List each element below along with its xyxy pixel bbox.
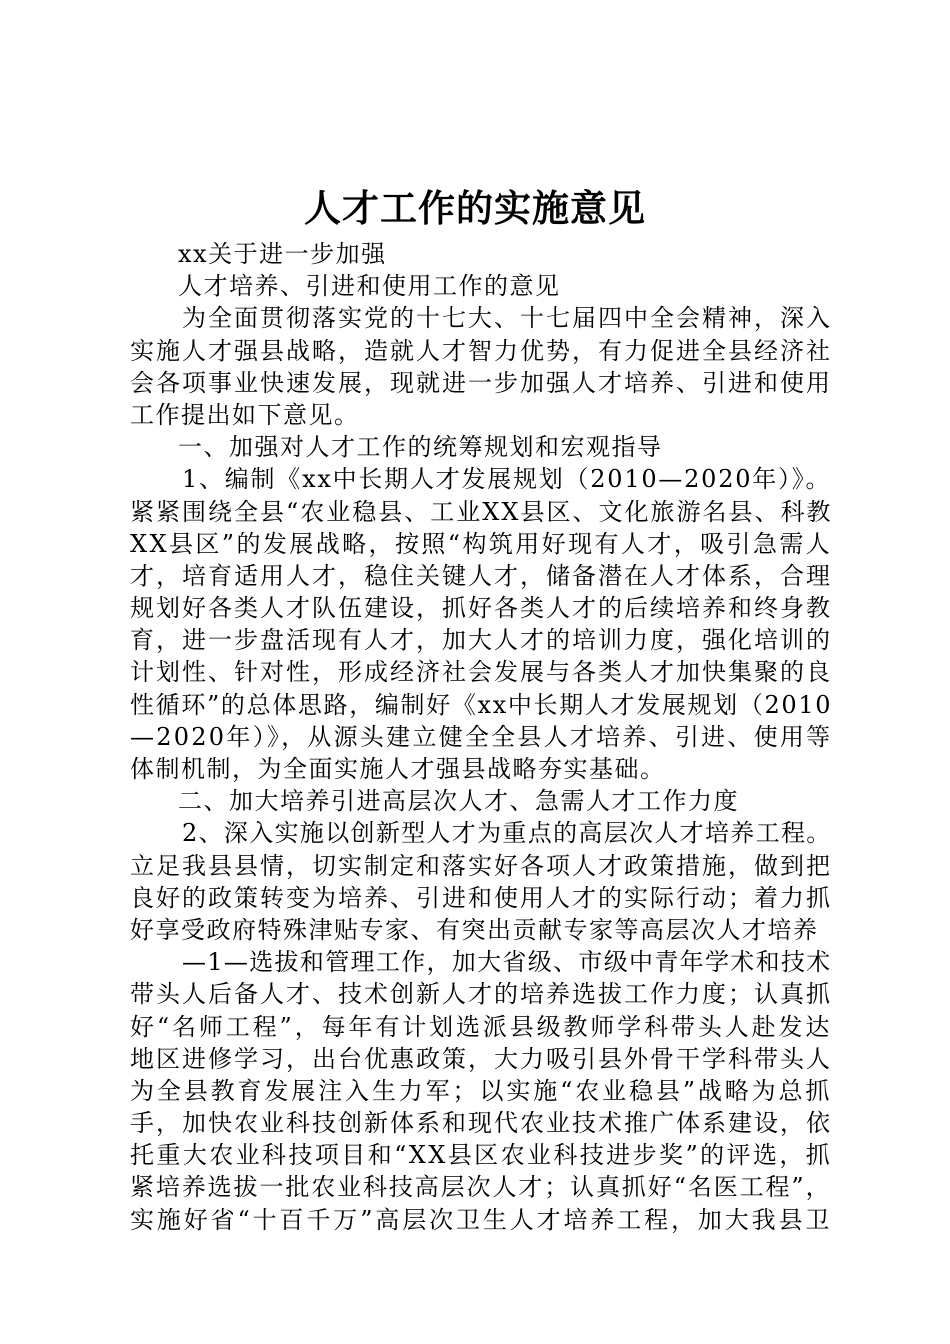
body-line: 良好的政策转变为培养、引进和使用人才的实际行动；着力抓 [130,883,832,912]
document-body [130,238,833,1236]
body-line: 托重大农业科技项目和“XX县区农业科技进步奖”的评选，抓 [130,1141,833,1170]
body-line: 育，进一步盘活现有人才，加大人才的培训力度，强化培训的 [130,626,832,655]
body-line: 人才培养、引进和使用工作的意见 [178,272,561,301]
body-line: 一、加强对人才工作的统筹规划和宏观指导 [178,433,663,462]
body-line: 才，培育适用人才，稳住关键人才，储备潜在人才体系，合理 [130,561,832,590]
body-line: 为全县教育发展注入生力军；以实施“农业稳县”战略为总抓 [130,1076,833,1105]
body-line: 手，加快农业科技创新体系和现代农业技术推广体系建设，依 [130,1109,832,1138]
body-line: 地区进修学习，出台优惠政策，大力吸引县外骨干学科带头人 [130,1044,832,1073]
body-line: 2、深入实施以创新型人才为重点的高层次人才培养工程。 [182,819,832,848]
body-line: 实施人才强县战略，造就人才智力优势，有力促进全县经济社 [130,336,832,365]
body-line: 计划性、针对性，形成经济社会发展与各类人才加快集聚的良 [130,658,832,687]
body-line: 工作提出如下意见。 [130,400,360,429]
body-line: —1—选拔和管理工作，加大省级、市级中青年学术和技术 [182,948,832,977]
body-line: 立足我县县情，切实制定和落实好各项人才政策措施，做到把 [130,851,832,880]
body-line: 体制机制，为全面实施人才强县战略夯实基础。 [130,755,666,783]
body-line: 规划好各类人才队伍建设，抓好各类人才的后续培养和终身教 [130,594,832,623]
body-line: 好享受政府特殊津贴专家、有突出贡献专家等高层次人才培养 [130,915,819,944]
document-title: 人才工作的实施意见 [304,186,646,230]
body-line: 带头人后备人才、技术创新人才的培养选拔工作力度；认真抓 [130,980,832,1009]
body-line: 实施好省“十百千万”高层次卫生人才培养工程，加大我县卫 [130,1205,833,1234]
body-line: 性循环”的总体思路，编制好《xx中长期人才发展规划（2010 [130,690,833,719]
body-line: 为全面贯彻落实党的十七大、十七届四中全会精神，深入 [182,304,832,333]
body-line: —2020年）》，从源头建立健全全县人才培养、引进、使用等 [130,722,833,751]
body-line: XX县区”的发展战略，按照“构筑用好现有人才，吸引急需人 [130,529,833,558]
body-line: 好“名师工程”，每年有计划选派县级教师学科带头人赴发达 [130,1012,833,1041]
body-line: 1、编制《xx中长期人才发展规划（2010—2020年）》。 [182,465,832,494]
body-line: 紧培养选拔一批农业科技高层次人才；认真抓好“名医工程”， [130,1173,832,1202]
body-line: 会各项事业快速发展，现就进一步加强人才培养、引进和使用 [130,368,832,397]
body-line: 紧紧围绕全县“农业稳县、工业XX县区、文化旅游名县、科教 [130,497,833,526]
body-line: 二、加大培养引进高层次人才、急需人才工作力度 [178,787,739,816]
body-line: xx关于进一步加强 [178,240,387,268]
